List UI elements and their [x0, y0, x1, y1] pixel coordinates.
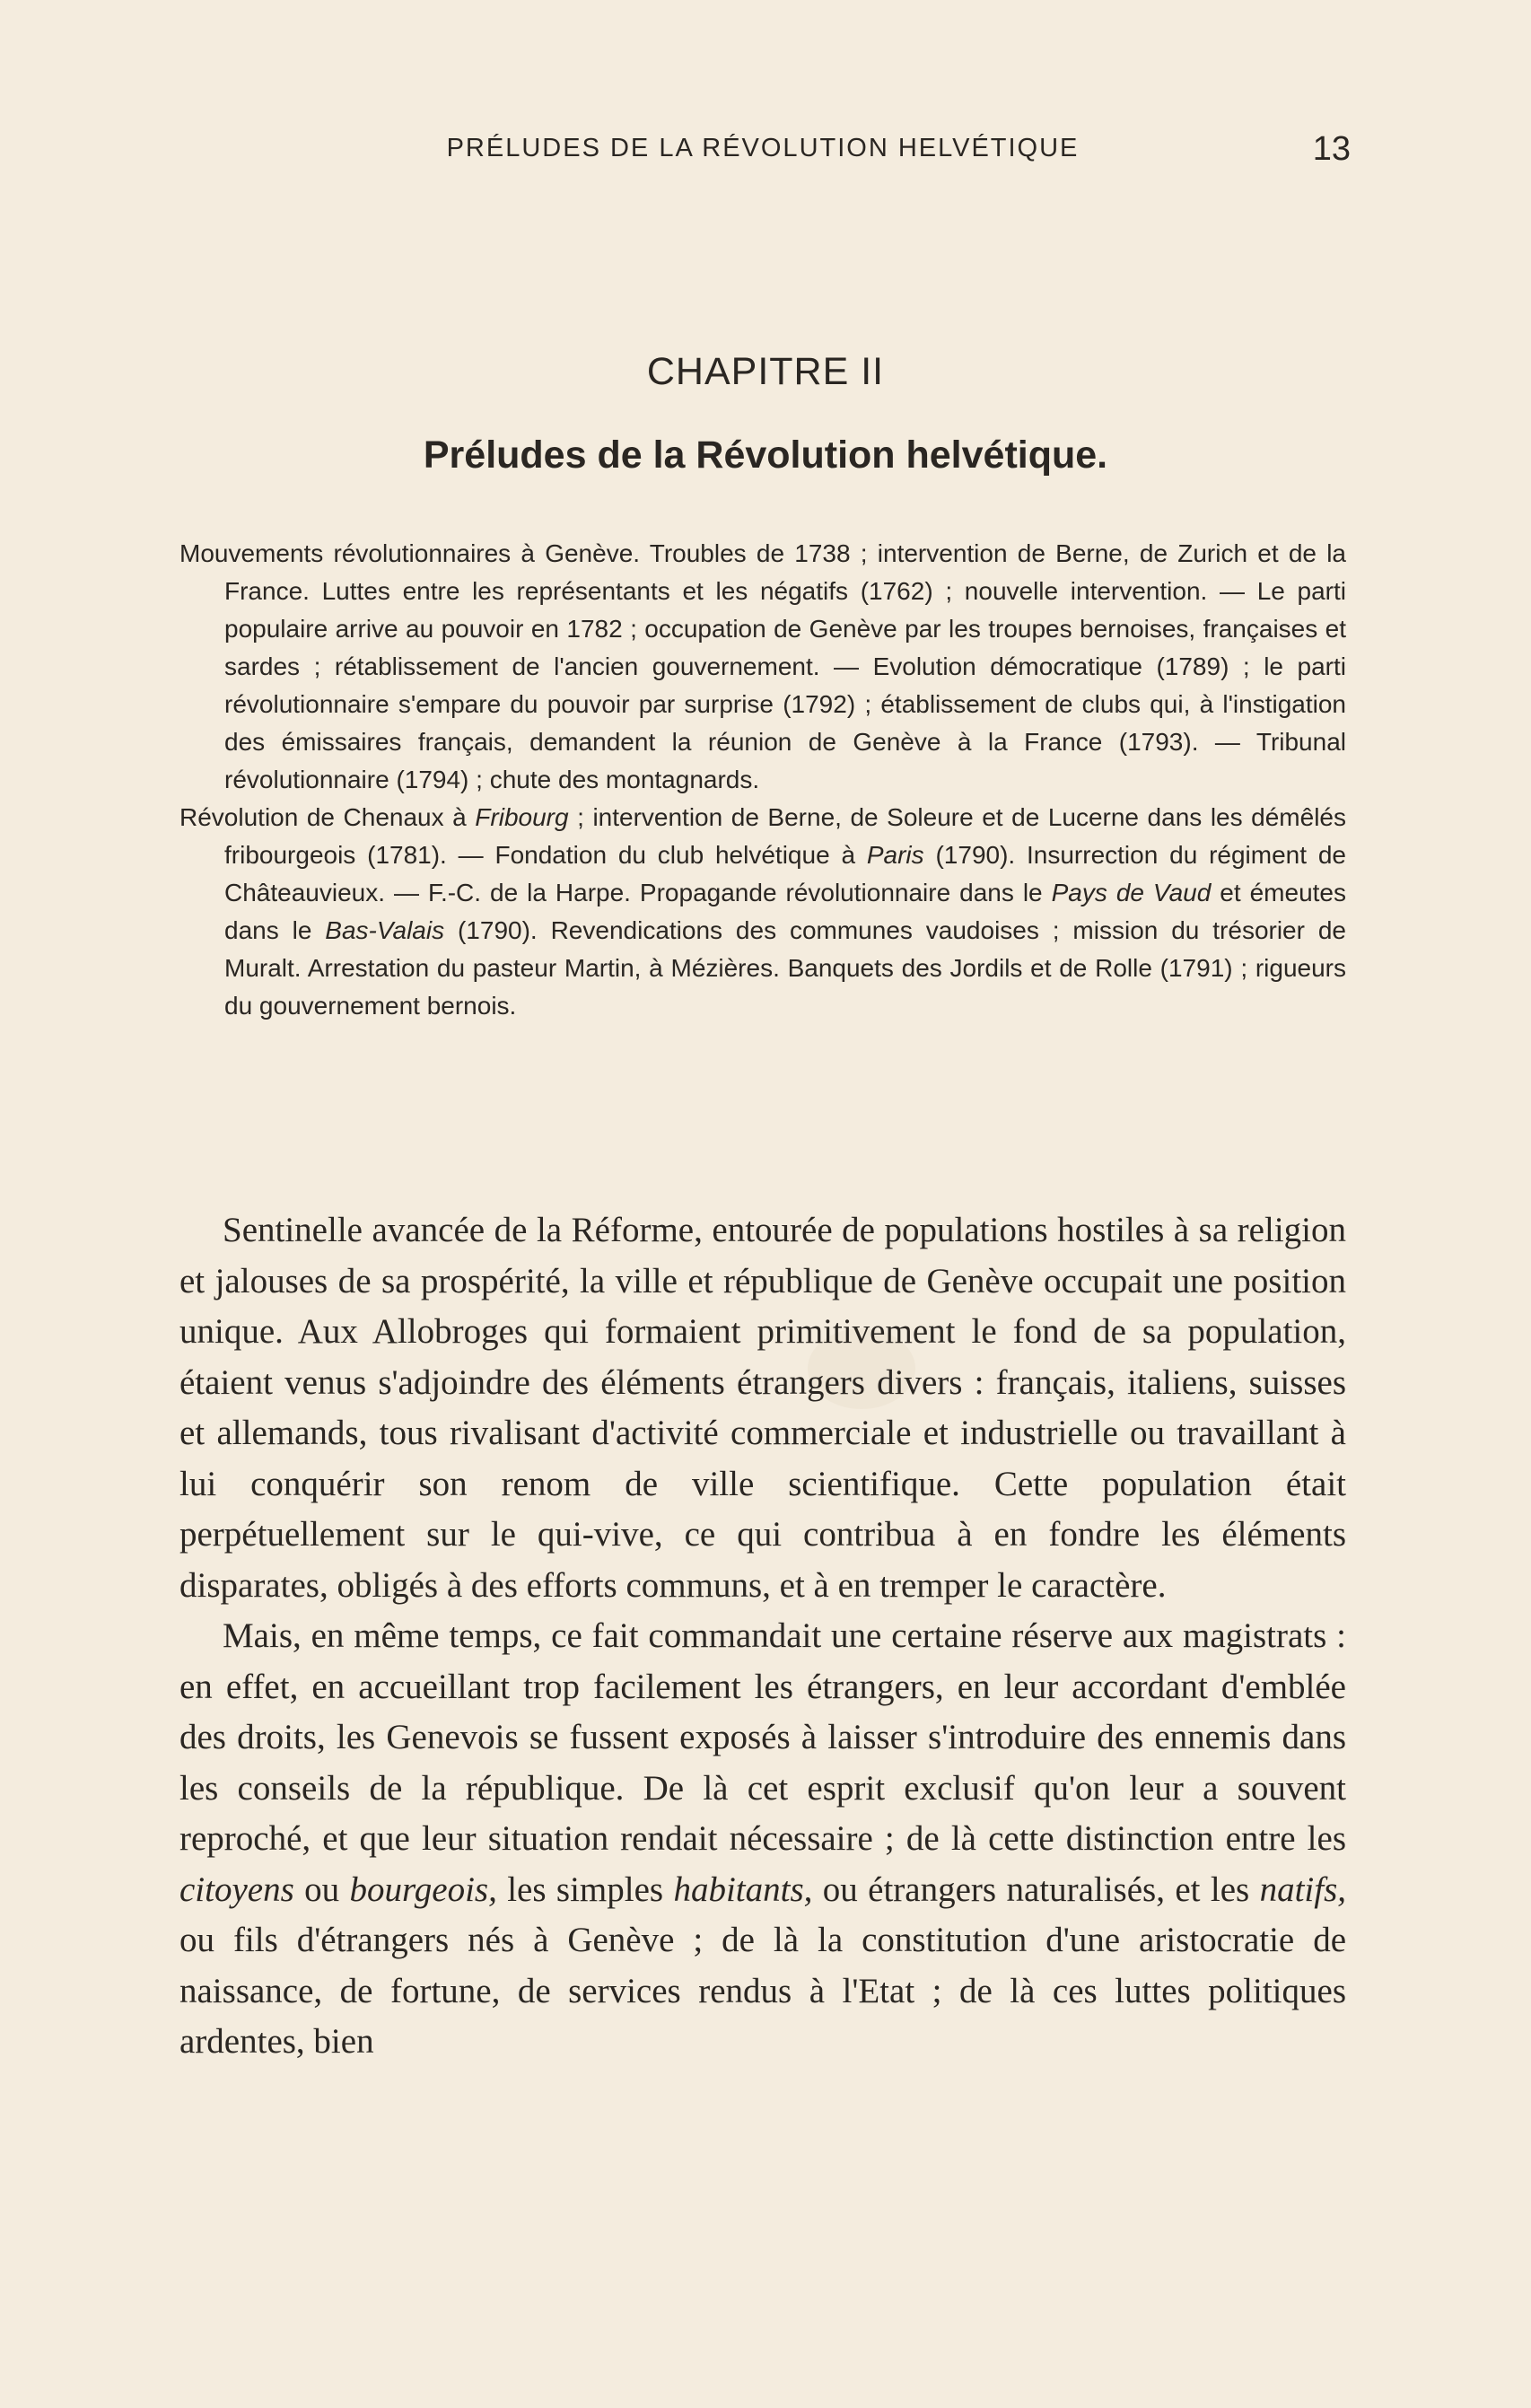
summary-paragraph-geneve: Mouvements révolutionnaires à Genève. Troubles de 1738 ; intervention de Berne, de Zurich et de la France. Luttes entre les représentants et les négatifs (1762) ; nouvelle intervention. — Le parti populaire arrive au pouvoir en 1782 ; occupation de Genève par les troupes bernoises, françaises et sardes ; rétablissement de l'ancien gouvernement. — Evolution démocratique (1789) ; le parti révolutionnaire s'empare du pouvoir par surprise (1792) ; établissement de clubs qui, à l'instigation des émissaires français, demandent la réunion de Genève à la France (1793). — Tribunal révolutionnaire (1794) ; chute des montagnards.: [179, 539, 1346, 793]
body-paragraph-1: Sentinelle avancée de la Réforme, entourée de populations hostiles à sa religion et jalouses de sa prospérité, la ville et république de Genève occupait une position unique. Aux Allobroges qui formaient primitivement le fond de sa population, étaient venus s'adjoindre des éléments étrangers divers : français, italiens, suisses et allemands, tous rivalisant d'activité commerciale et industrielle ou travaillant à lui conquérir son renom de ville scientifique. Cette population était perpétuellement sur le qui-vive, ce qui contribua à en fondre les éléments disparates, obligés à des efforts communs, et à en tremper le caractère.: [179, 1211, 1346, 1605]
chapter-label: CHAPITRE II: [646, 350, 885, 393]
chapter-title: Préludes de la Révolution helvétique.: [423, 433, 1108, 477]
summary-paragraph-fribourg: [179, 799, 1346, 1025]
term-bourgeois: bourgeois,: [349, 1869, 497, 1909]
running-head: [179, 130, 1351, 170]
chapter-summary: [179, 535, 1346, 1025]
term-habitants: habitants,: [673, 1869, 813, 1909]
running-title: PRÉLUDES DE LA RÉVOLUTION HELVÉTIQUE: [446, 134, 1080, 162]
place-bas-valais: Bas-Valais: [325, 916, 445, 944]
body-text-run: les simples: [496, 1869, 674, 1909]
body-text-run: ou fils d'étrangers nés à Genève ; de là la constitution d'une aristocratie de naissance, de fortune, de services rendus à l'Etat ; de là ces luttes politiques ardentes, bien: [179, 1921, 1346, 2061]
page-number: 13: [1312, 130, 1351, 168]
place-paris: Paris: [866, 841, 924, 869]
summary-text: Révolution de Chenaux à: [179, 803, 476, 831]
body-text-run: ou étrangers naturalisés, et les: [812, 1869, 1260, 1909]
summary-text: (1790). Revendications des communes vaudoises ; mission du trésorier de Muralt. Arrestation du pasteur Martin, à Mézières. Banquets des Jordils et de Rolle (1791) ; rigueurs du gouvernement bernois.: [224, 916, 1346, 1020]
summary-text: et émeutes dans le: [224, 879, 1346, 944]
term-natifs: natifs,: [1259, 1869, 1346, 1909]
summary-text: ; intervention de Berne, de Soleure et de Lucerne dans les démêlés fribourgeois (1781). — Fondation du club helvétique à: [224, 803, 1346, 869]
term-citoyens: citoyens: [179, 1869, 294, 1909]
body-text-run: ou: [293, 1869, 350, 1909]
body-paragraph-2: [179, 1611, 1346, 2068]
place-fribourg: Fribourg: [475, 803, 569, 831]
body-text: [179, 1205, 1346, 2068]
summary-text: (1790). Insurrection du régiment de Châteauvieux. — F.-C. de la Harpe. Propagande révolutionnaire dans le: [224, 841, 1346, 906]
body-text-run: Mais, en même temps, ce fait commandait une certaine réserve aux magistrats : en effet, en accueillant trop facilement les étrangers, en leur accordant d'emblée des droits, les Genevois se fussent exposés à laisser s'introduire des ennemis dans les conseils de la république. De là cet esprit exclusif qu'on leur a souvent reproché, et que leur situation rendait nécessaire ; de là cette distinction entre les: [179, 1616, 1346, 1858]
place-pays-de-vaud: Pays de Vaud: [1051, 879, 1212, 906]
